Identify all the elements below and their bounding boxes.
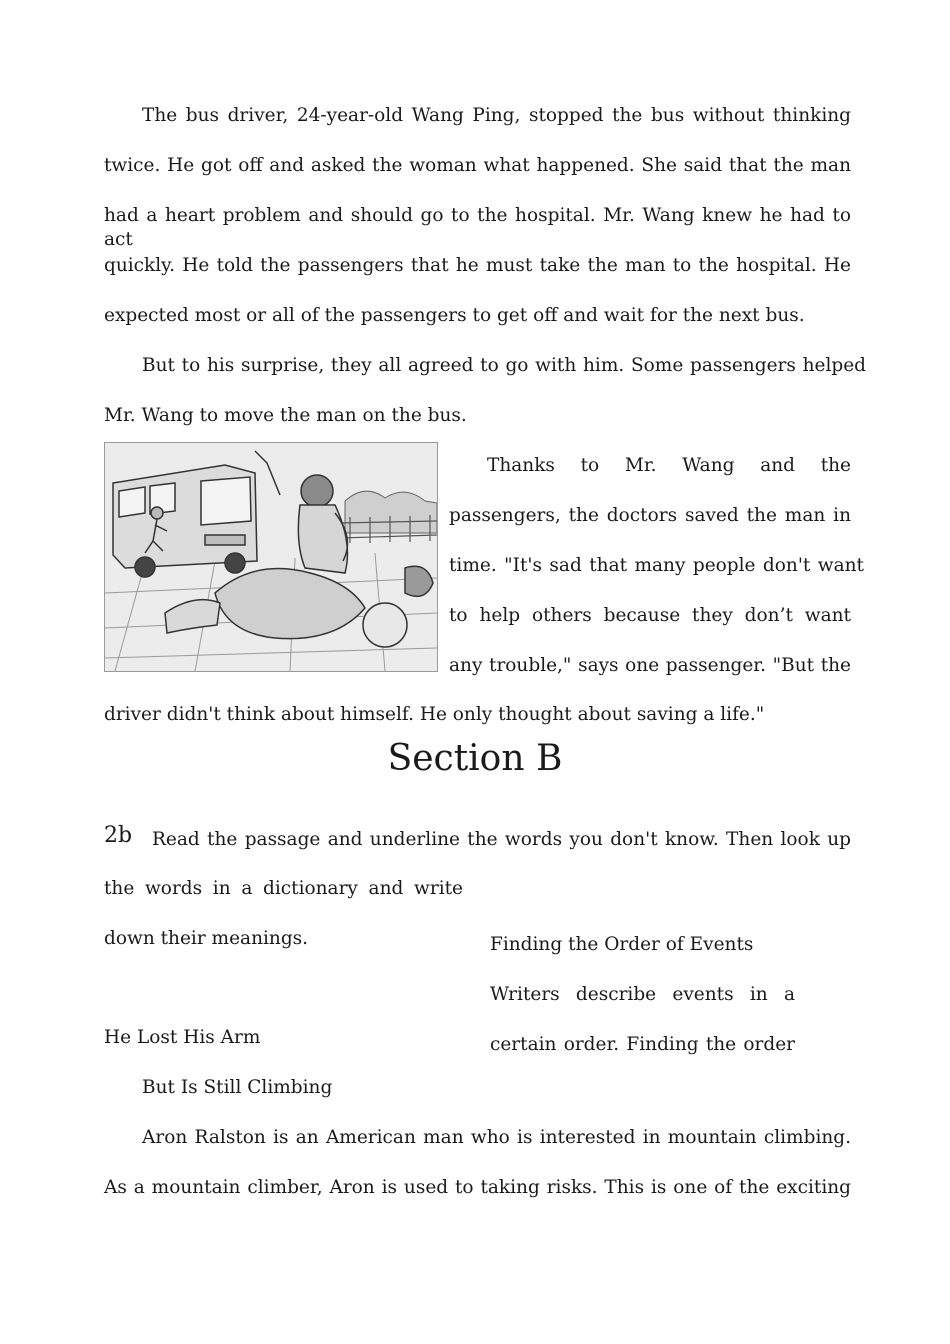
- sidebar-text: Writers describe events in a: [490, 984, 795, 1005]
- passage-line: But to his surprise, they all agreed to go with him. Some passengers helped: [142, 355, 866, 376]
- exercise-instruction: down their meanings.: [104, 928, 309, 949]
- passage-line: time. "It's sad that many people don't want: [449, 555, 864, 576]
- illustration-drawing: [105, 443, 437, 671]
- exercise-label: 2b: [104, 823, 133, 848]
- passage-line: any trouble," says one passenger. "But the: [449, 655, 851, 676]
- passage-line: Mr. Wang to move the man on the bus.: [104, 405, 467, 426]
- passage-line: expected most or all of the passengers to get off and wait for the next bus.: [104, 305, 805, 326]
- passage-line: driver didn't think about himself. He only thought about saving a life.": [104, 704, 765, 725]
- passage-line: quickly. He told the passengers that he must take the man to the hospital. He: [104, 255, 851, 276]
- sidebar-text: certain order. Finding the order: [490, 1034, 795, 1055]
- article-title: He Lost His Arm: [104, 1027, 261, 1048]
- passage-line: had a heart problem and should go to the hospital. Mr. Wang knew he had to act: [104, 205, 851, 250]
- bus-accident-illustration: [104, 442, 438, 672]
- sidebar-title: Finding the Order of Events: [490, 934, 754, 955]
- section-heading: Section B: [387, 738, 563, 779]
- exercise-instruction: the words in a dictionary and write: [104, 878, 463, 899]
- passage-line: to help others because they don’t want: [449, 605, 851, 626]
- passage-line: twice. He got off and asked the woman what happened. She said that the man: [104, 155, 851, 176]
- passage-line: The bus driver, 24-year-old Wang Ping, stopped the bus without thinking: [142, 105, 851, 126]
- article-line: Aron Ralston is an American man who is interested in mountain climbing.: [142, 1127, 851, 1148]
- exercise-instruction: Read the passage and underline the words you don't know. Then look up: [152, 829, 851, 850]
- article-line: As a mountain climber, Aron is used to taking risks. This is one of the exciting: [104, 1177, 851, 1198]
- article-title: But Is Still Climbing: [142, 1077, 333, 1098]
- passage-line: Thanks to Mr. Wang and the: [487, 455, 851, 476]
- passage-line: passengers, the doctors saved the man in: [449, 505, 851, 526]
